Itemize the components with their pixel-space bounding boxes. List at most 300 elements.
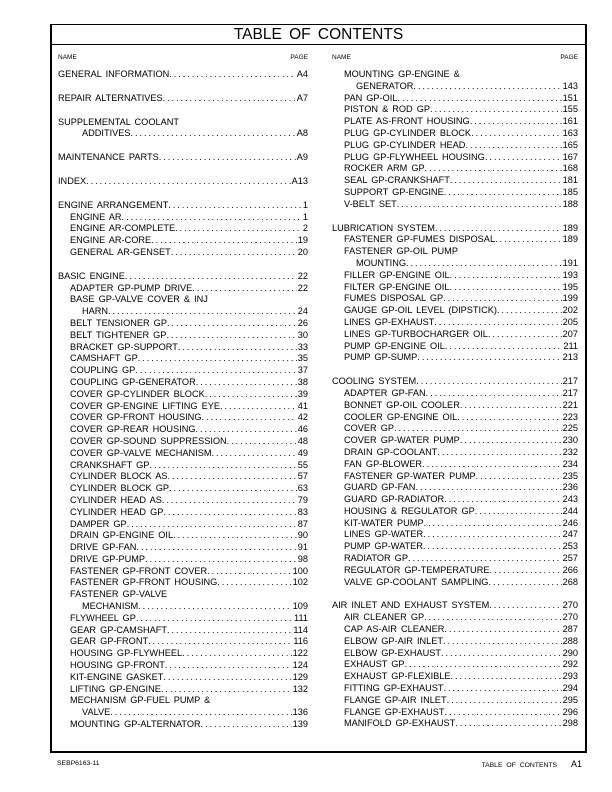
entry-page-number <box>307 589 308 601</box>
toc-entry[interactable] <box>332 659 578 671</box>
toc-entry[interactable] <box>58 719 308 731</box>
entry-name: BASIC ENGINE <box>58 270 125 281</box>
toc-entry[interactable] <box>332 695 578 707</box>
toc-entry[interactable] <box>58 613 308 625</box>
toc-entry[interactable] <box>332 317 578 329</box>
footer-page-number: A1 <box>570 759 582 769</box>
entry-name: V-BELT SET <box>344 198 397 209</box>
toc-entry[interactable] <box>58 530 308 542</box>
toc-entry[interactable] <box>332 624 578 636</box>
entry-page-number: 19 <box>297 235 308 246</box>
dot-leader <box>86 176 291 188</box>
dot-leader <box>423 529 562 541</box>
toc-entry[interactable] <box>332 246 578 258</box>
toc-entry[interactable] <box>58 519 308 531</box>
dot-leader <box>394 423 562 435</box>
entry-page-number: 217 <box>562 376 578 387</box>
entry-name: BONNET GP-OIL COOLER <box>344 399 460 410</box>
toc-entry[interactable] <box>58 342 308 354</box>
toc-entry[interactable] <box>58 695 308 707</box>
dot-leader <box>163 507 296 519</box>
dot-leader <box>416 376 561 388</box>
toc-entry[interactable] <box>58 223 308 235</box>
entry-page-number: 225 <box>562 423 578 434</box>
toc-section-entry[interactable] <box>58 152 308 164</box>
entry-page-number: 293 <box>562 671 578 682</box>
toc-entry[interactable] <box>332 116 578 128</box>
entry-page-number: 207 <box>562 328 578 339</box>
toc-section-entry[interactable] <box>58 271 308 283</box>
entry-name: HARN <box>82 306 109 317</box>
toc-section-entry[interactable] <box>332 223 578 235</box>
entry-name: GAUGE GP-OIL LEVEL (DIPSTICK) <box>344 305 497 316</box>
toc-entry[interactable] <box>58 412 308 424</box>
dot-leader <box>168 200 302 212</box>
toc-entry[interactable] <box>332 81 578 93</box>
entry-name: KIT-ENGINE GASKET <box>70 671 164 682</box>
section-spacer <box>332 211 578 223</box>
entry-name: COVER GP-CYLINDER BLOCK <box>70 388 205 399</box>
entry-page-number: 244 <box>562 505 578 516</box>
dot-leader <box>161 684 292 696</box>
toc-entry[interactable] <box>58 589 308 601</box>
footer-section-label: TABLE OF CONTENTS <box>481 762 558 769</box>
toc-section-entry[interactable] <box>58 117 308 129</box>
toc-entry[interactable] <box>332 718 578 730</box>
toc-entry[interactable] <box>332 471 578 483</box>
entry-name: DRAIN GP-ENGINE OIL <box>70 530 174 541</box>
entry-page-number: 124 <box>292 660 308 671</box>
section-spacer <box>58 188 308 200</box>
entry-name: GENERAL INFORMATION <box>58 69 170 79</box>
entry-name: AIR CLEANER GP <box>344 612 425 623</box>
toc-entry[interactable] <box>332 447 578 459</box>
toc-entry[interactable] <box>58 306 308 318</box>
toc-entry[interactable] <box>332 435 578 447</box>
entry-name: CAMSHAFT GP <box>70 353 138 364</box>
entry-page-number: 114 <box>293 624 308 635</box>
dot-leader <box>135 365 296 377</box>
entry-page-number: 151 <box>562 92 578 103</box>
entry-page-number: 199 <box>562 293 578 304</box>
dot-leader <box>125 271 297 283</box>
entry-name: COVER GP-FRONT HOUSING <box>70 412 202 423</box>
dot-leader <box>205 389 297 401</box>
entry-page-number: 136 <box>292 707 308 718</box>
toc-entry[interactable] <box>332 152 578 164</box>
dot-leader <box>444 187 562 199</box>
toc-entry[interactable] <box>58 247 308 259</box>
toc-entry[interactable] <box>332 423 578 435</box>
toc-entry[interactable] <box>332 459 578 471</box>
entry-name: FILTER GP-ENGINE OIL <box>344 281 450 292</box>
toc-entry[interactable] <box>332 388 578 400</box>
dot-leader <box>449 282 561 294</box>
dot-leader <box>210 695 307 707</box>
entry-name: MECHANISM GP-FUEL PUMP & <box>70 695 211 706</box>
toc-entry[interactable] <box>332 671 578 683</box>
toc-entry[interactable] <box>332 305 578 317</box>
toc-entry[interactable] <box>332 187 578 199</box>
entry-name: FASTENER GP-OIL PUMP <box>344 246 458 257</box>
entry-page-number: 298 <box>562 718 578 729</box>
dot-leader <box>425 163 562 175</box>
toc-section-entry[interactable] <box>58 176 308 188</box>
dot-leader <box>424 518 562 530</box>
entry-name: SEAL GP-CRANKSHAFT <box>344 175 450 186</box>
entry-page-number: 48 <box>297 435 308 446</box>
entry-page-number: A7 <box>296 92 308 103</box>
entry-name: COOLER GP-ENGINE OIL <box>344 411 458 422</box>
entry-page-number: 294 <box>562 683 578 694</box>
toc-entry[interactable] <box>332 553 578 565</box>
toc-section-entry[interactable] <box>58 200 308 212</box>
entry-page-number <box>307 294 308 306</box>
dot-leader <box>430 104 562 116</box>
toc-entry[interactable] <box>58 507 308 519</box>
dot-leader <box>166 330 296 342</box>
entry-page-number: 91 <box>297 542 308 553</box>
toc-entry[interactable] <box>58 212 308 224</box>
toc-entry[interactable] <box>58 660 308 672</box>
entry-name: FASTENER GP-FRONT HOUSING <box>70 577 218 588</box>
dot-leader <box>476 471 562 483</box>
toc-entry[interactable] <box>58 707 308 719</box>
entry-name: ELBOW GP-EXHAUST <box>344 647 441 658</box>
toc-entry[interactable] <box>58 483 308 495</box>
toc-entry[interactable] <box>58 460 308 472</box>
toc-entry[interactable] <box>332 140 578 152</box>
toc-entry[interactable] <box>332 412 578 424</box>
entry-name: VALVE GP-COOLANT SAMPLING <box>344 576 489 587</box>
dot-leader <box>108 306 297 318</box>
entry-name: FLANGE GP-AIR INLET <box>344 694 447 705</box>
entry-page-number: A4 <box>296 69 308 79</box>
toc-entry[interactable] <box>332 636 578 648</box>
entry-name: ADDITIVES <box>82 128 131 139</box>
dot-leader <box>167 318 297 330</box>
entry-name: SUPPORT GP-ENGINE <box>344 186 444 197</box>
entry-page-number: 292 <box>562 659 578 670</box>
toc-entry[interactable] <box>332 128 578 140</box>
dot-leader <box>470 116 562 128</box>
entry-name: GEAR GP-FRONT <box>70 636 149 647</box>
entry-page-number: 22 <box>297 270 308 281</box>
entry-page-number: 236 <box>562 482 578 493</box>
entry-name: MOUNTING GP-ENGINE & <box>344 69 460 79</box>
column-headers <box>332 52 578 63</box>
toc-entry[interactable] <box>332 293 578 305</box>
entry-name: COVER GP-ENGINE LIFTING EYE <box>70 400 220 411</box>
toc-entry[interactable] <box>332 199 578 211</box>
dot-leader <box>475 506 562 518</box>
entry-page-number: 98 <box>297 553 308 564</box>
entry-name: VALVE <box>82 707 111 718</box>
toc-entry[interactable] <box>58 542 308 554</box>
entry-name: GUARD GP-RADIATOR <box>344 494 445 505</box>
entry-page-number: 193 <box>562 269 578 280</box>
entry-page-number: 287 <box>562 624 578 635</box>
entry-page-number: 35 <box>297 353 308 364</box>
entry-page-number: 167 <box>562 151 578 162</box>
dot-leader <box>424 612 562 624</box>
entry-name: MOUNTING <box>356 257 407 268</box>
toc-entry[interactable] <box>58 436 308 448</box>
dot-leader <box>423 541 562 553</box>
entry-name: PLUG GP-CYLINDER BLOCK <box>344 127 472 138</box>
toc-entry[interactable] <box>58 471 308 483</box>
dot-leader <box>460 435 562 447</box>
dot-leader <box>413 81 561 93</box>
dot-leader <box>489 600 561 612</box>
toc-entry[interactable] <box>332 518 578 530</box>
dot-leader <box>227 436 297 448</box>
toc-entry[interactable] <box>332 69 578 81</box>
entry-page-number: 79 <box>297 494 308 505</box>
toc-entry[interactable] <box>58 353 308 365</box>
toc-entry[interactable] <box>332 163 578 175</box>
toc-entry[interactable] <box>332 577 578 589</box>
toc-entry[interactable] <box>58 495 308 507</box>
section-spacer <box>58 164 308 176</box>
entry-page-number: 266 <box>562 564 578 575</box>
toc-right-list <box>332 69 578 730</box>
dot-leader <box>457 412 561 424</box>
toc-entry[interactable] <box>58 365 308 377</box>
entry-page-number: 100 <box>292 565 308 576</box>
dot-leader <box>159 152 296 164</box>
dot-leader <box>471 128 562 140</box>
dot-leader <box>450 175 562 187</box>
toc-entry[interactable] <box>58 636 308 648</box>
entry-name: RADIATOR GP <box>344 553 408 564</box>
dot-leader <box>488 577 561 589</box>
toc-entry[interactable] <box>332 612 578 624</box>
toc-section-entry[interactable] <box>58 93 308 105</box>
toc-entry[interactable] <box>58 294 308 306</box>
toc-entry[interactable] <box>332 341 578 353</box>
entry-page-number: 296 <box>562 706 578 717</box>
entry-page-number: 232 <box>562 446 578 457</box>
entry-page-number: 221 <box>562 399 578 410</box>
entry-page-number: 20 <box>297 246 308 257</box>
toc-entry[interactable] <box>58 577 308 589</box>
dot-leader <box>451 671 562 683</box>
toc-entry[interactable] <box>332 707 578 719</box>
toc-entry[interactable] <box>332 352 578 364</box>
toc-entry[interactable] <box>58 318 308 330</box>
section-spacer <box>58 140 308 152</box>
toc-entry[interactable] <box>332 270 578 282</box>
dot-leader <box>397 93 561 105</box>
toc-entry[interactable] <box>58 377 308 389</box>
toc-entry[interactable] <box>58 601 308 613</box>
toc-entry[interactable] <box>332 506 578 518</box>
page-column-header: PAGE <box>560 54 578 61</box>
entry-name: PLUG GP-FLYWHEEL HOUSING <box>344 151 485 162</box>
dot-leader <box>171 247 297 259</box>
toc-entry[interactable] <box>58 283 308 295</box>
toc-entry[interactable] <box>332 400 578 412</box>
dot-leader <box>417 352 561 364</box>
entry-page-number: 295 <box>562 694 578 705</box>
toc-entry[interactable] <box>332 258 578 270</box>
entry-page-number: 37 <box>297 365 308 376</box>
entry-page-number: 288 <box>562 635 578 646</box>
toc-entry[interactable] <box>332 175 578 187</box>
dot-leader <box>122 212 302 224</box>
dot-leader <box>397 199 562 211</box>
entry-page-number: 41 <box>297 400 308 411</box>
entry-name: COOLING SYSTEM <box>332 376 417 387</box>
entry-name: PLATE AS-FRONT HOUSING <box>344 116 470 127</box>
entry-name: GENERATOR <box>356 80 414 91</box>
entry-name: FLANGE GP-EXHAUST <box>344 706 445 717</box>
entry-page-number: 132 <box>292 683 308 694</box>
entry-page-number: 87 <box>297 518 308 529</box>
document-number: SEBP6163-11 <box>57 760 100 767</box>
entry-page-number: 2 <box>302 223 308 234</box>
dot-leader <box>497 305 562 317</box>
dot-leader <box>437 447 561 459</box>
toc-entry[interactable] <box>58 330 308 342</box>
entry-name: ROCKER ARM GP <box>344 163 425 174</box>
toc-entry[interactable] <box>332 282 578 294</box>
toc-entry[interactable] <box>58 684 308 696</box>
entry-name: KIT-WATER PUMP <box>344 517 424 528</box>
dot-leader <box>406 258 562 270</box>
toc-entry[interactable] <box>332 683 578 695</box>
entry-name: COVER GP-REAR HOUSING <box>70 424 196 435</box>
entry-name: CYLINDER BLOCK GP <box>70 483 169 494</box>
entry-name: FITTING GP-EXHAUST <box>344 683 444 694</box>
entry-name: LINES GP-TURBOCHARGER OIL <box>344 328 488 339</box>
toc-entry[interactable] <box>58 389 308 401</box>
toc-entry[interactable] <box>332 234 578 246</box>
dot-leader <box>415 482 561 494</box>
entry-page-number: 195 <box>562 281 578 292</box>
toc-entry[interactable] <box>58 448 308 460</box>
toc-section-entry[interactable] <box>58 69 308 81</box>
section-spacer <box>58 259 308 271</box>
toc-entry[interactable] <box>58 648 308 660</box>
entry-page-number <box>577 246 578 258</box>
toc-entry[interactable] <box>332 494 578 506</box>
dot-leader <box>495 234 562 246</box>
entry-name: FUMES DISPOSAL GP <box>344 293 444 304</box>
entry-page-number: 234 <box>562 458 578 469</box>
toc-entry[interactable] <box>58 554 308 566</box>
entry-name: CYLINDER BLOCK AS <box>70 471 168 482</box>
entry-page-number: 246 <box>562 517 578 528</box>
entry-page-number: 1 <box>302 199 308 210</box>
entry-name: AIR INLET AND EXHAUST SYSTEM <box>332 600 490 611</box>
entry-page-number: A9 <box>296 152 308 163</box>
toc-entry[interactable] <box>58 672 308 684</box>
entry-name: HOUSING GP-FLYWHEEL <box>70 648 183 659</box>
dot-leader <box>138 601 292 613</box>
toc-entry[interactable] <box>332 329 578 341</box>
entry-page-number <box>307 695 308 707</box>
entry-name: REGULATOR GP-TEMPERATURE <box>344 564 490 575</box>
entry-page-number: 22 <box>297 282 308 293</box>
toc-entry[interactable] <box>332 529 578 541</box>
entry-name: HOUSING & REGULATOR GP <box>344 505 475 516</box>
entry-page-number: 63 <box>297 483 308 494</box>
dot-leader <box>136 542 296 554</box>
entry-page-number: 57 <box>297 471 308 482</box>
dot-leader <box>445 341 562 353</box>
entry-name: FILLER GP-ENGINE OIL <box>344 269 450 280</box>
toc-entry[interactable] <box>58 424 308 436</box>
toc-entry[interactable] <box>332 93 578 105</box>
dot-leader <box>220 401 297 413</box>
entry-page-number: 161 <box>562 116 578 127</box>
entry-page-number: 1 <box>302 211 308 222</box>
entry-name: LINES GP-EXHAUST <box>344 316 435 327</box>
entry-name: SUPPLEMENTAL COOLANT <box>58 116 179 127</box>
toc-entry[interactable] <box>58 625 308 637</box>
toc-section-entry[interactable] <box>332 376 578 388</box>
entry-name: DAMPER GP <box>70 518 127 529</box>
dot-leader <box>485 152 562 164</box>
toc-entry[interactable] <box>332 482 578 494</box>
dot-leader <box>182 648 292 660</box>
dot-leader <box>408 553 562 565</box>
dot-leader <box>450 270 562 282</box>
entry-name: LUBRICATION SYSTEM <box>332 222 435 233</box>
dot-leader <box>169 69 296 81</box>
toc-entry[interactable] <box>58 235 308 247</box>
toc-entry[interactable] <box>332 541 578 553</box>
dot-leader <box>163 672 291 684</box>
entry-name: FASTENER GP-VALVE <box>70 589 168 600</box>
dot-leader <box>422 459 562 471</box>
entry-page-number: 102 <box>292 577 308 588</box>
toc-entry[interactable] <box>58 401 308 413</box>
entry-name: BASE GP-VALVE COVER & INJ <box>70 294 208 305</box>
entry-page-number <box>577 69 578 81</box>
toc-entry[interactable] <box>58 566 308 578</box>
toc-left-column <box>58 47 308 731</box>
entry-name: EXHAUST GP-FLEXIBLE <box>344 671 451 682</box>
entry-page-number: 217 <box>562 387 578 398</box>
toc-entry[interactable] <box>332 648 578 660</box>
toc-left-list <box>58 69 308 731</box>
toc-entry[interactable] <box>332 565 578 577</box>
dot-leader <box>212 448 297 460</box>
toc-entry[interactable] <box>332 104 578 116</box>
toc-section-entry[interactable] <box>332 600 578 612</box>
dot-leader <box>217 577 291 589</box>
entry-name: PAN GP-OIL <box>344 92 398 103</box>
dot-leader <box>434 317 561 329</box>
entry-name: FASTENER GP-WATER PUMP <box>344 470 476 481</box>
page-footer <box>481 759 582 769</box>
section-spacer <box>58 81 308 93</box>
entry-page-number: 270 <box>562 600 578 611</box>
dot-leader <box>460 400 562 412</box>
entry-page-number: 24 <box>297 306 308 317</box>
dot-leader <box>444 624 561 636</box>
column-headers <box>58 52 308 63</box>
entry-page-number: 253 <box>562 541 578 552</box>
entry-page-number: A13 <box>291 175 308 186</box>
dot-leader <box>207 566 292 578</box>
dot-leader <box>447 695 562 707</box>
entry-name: COUPLING GP <box>70 365 136 376</box>
toc-entry[interactable] <box>58 128 308 140</box>
